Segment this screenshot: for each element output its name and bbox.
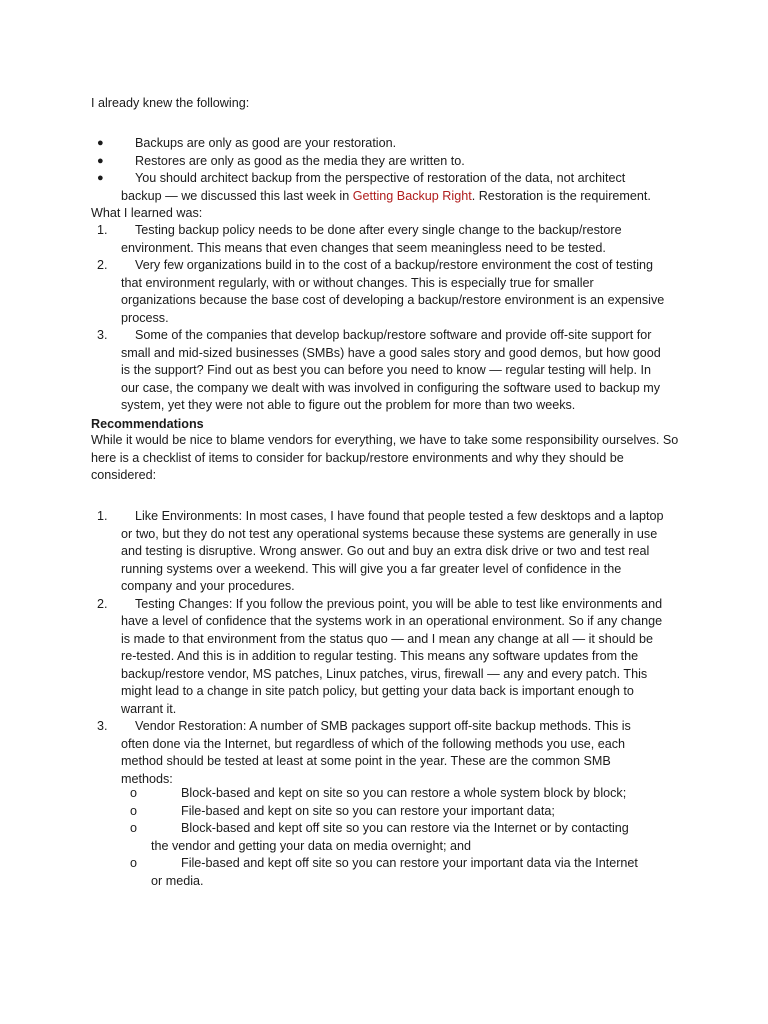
list-item-text: small and mid-sized businesses (SMBs) have a good sales story and good demos, but how good <box>121 345 661 360</box>
learned-heading: What I learned was: <box>91 206 203 220</box>
list-item <box>91 222 691 257</box>
list-number: 2. <box>97 596 108 611</box>
list-item-text: and testing is disruptive. Wrong answer. Go out and buy an extra disk drive or two and test real <box>121 544 650 558</box>
list-item-text: File-based and kept off site so you can restore your important data via the Internet <box>181 856 638 870</box>
list-item: ● You should architect backup from the perspective of restoration of the data, not architect backup — we discussed this last week in Getting Backup Right. Restoration is the requirement. <box>97 171 651 203</box>
list-item-text: process. <box>121 310 169 325</box>
paragraph-line: considered: <box>91 468 157 482</box>
list-item <box>91 508 691 596</box>
list-item-text: our case, the company we dealt with was involved in configuring the software used to backup my <box>121 380 661 395</box>
circle-bullet-icon: o <box>130 803 138 818</box>
list-item-text: methods: <box>121 771 173 786</box>
list-number: 3. <box>97 719 108 733</box>
list-item-text: is the support? Find out as best you can before you need to know — regular testing will help. In <box>121 363 651 377</box>
recommendations-intro <box>91 432 681 485</box>
list-item-text: or media. <box>151 873 204 888</box>
list-number: 2. <box>97 258 108 272</box>
learned-numbered-list <box>91 222 691 415</box>
list-item-text: Like Environments: In most cases, I have found that people tested a few desktops and a laptop <box>135 509 664 523</box>
list-item-text: running systems over a weekend. This will give you a far greater level of confidence in the <box>121 561 622 576</box>
list-item-text: Block-based and kept on site so you can restore a whole system block by block; <box>181 786 627 800</box>
list-item-text: Testing backup policy needs to be done after every single change to the backup/restore <box>135 223 622 237</box>
known-bullet-list <box>91 135 691 205</box>
list-item-text: Very few organizations build in to the cost of a backup/restore environment the cost of testing <box>135 258 654 272</box>
list-item <box>91 718 691 788</box>
list-item-text: Vendor Restoration: A number of SMB packages support off-site backup methods. This is <box>135 719 631 733</box>
list-item <box>91 257 691 327</box>
recommendations-numbered-list <box>91 508 691 788</box>
smb-methods-list <box>91 785 691 890</box>
list-item-text: might lead to a change in site patch policy, but getting your data back is important enough to <box>121 684 634 698</box>
bullet-icon: ● <box>97 154 104 167</box>
list-number: 1. <box>97 509 108 523</box>
list-item <box>91 855 691 890</box>
list-item-text: is made to that environment from the status quo — and I mean any change at all — it should be <box>121 631 654 646</box>
list-number: 3. <box>97 328 108 342</box>
list-item <box>91 785 691 803</box>
list-item: ● Restores are only as good as the media they are written to. <box>91 153 691 171</box>
list-number: 1. <box>97 223 108 237</box>
list-item <box>91 596 691 719</box>
paragraph-line: here is a checklist of items to consider for backup/restore environments and why they should be <box>91 450 624 465</box>
recommendations-heading: Recommendations <box>91 417 204 431</box>
list-item-text: often done via the Internet, but regardless of which of the following methods you use, each <box>121 736 626 751</box>
list-item-text: have a level of confidence that the systems work in an operational environment. So if any change <box>121 614 663 628</box>
getting-backup-right-link[interactable]: Getting Backup Right <box>352 188 472 203</box>
list-item <box>91 820 691 855</box>
paragraph-line: While it would be nice to blame vendors for everything, we have to take some responsibility ourselves. So <box>91 433 679 447</box>
list-item <box>91 327 691 415</box>
list-item-text: warrant it. <box>121 701 177 716</box>
list-item-text: File-based and kept on site so you can restore your important data; <box>181 803 555 818</box>
circle-bullet-icon: o <box>130 786 138 800</box>
list-item-text: Some of the companies that develop backup/restore software and provide off-site support for <box>135 328 652 342</box>
list-item-text: or two, but they do not test any operational systems because these systems are generally in use <box>121 526 658 541</box>
bullet-icon: ● <box>97 137 104 149</box>
list-item-text: method should be tested at least at some point in the year. These are the common SMB <box>121 754 611 768</box>
list-item-text: that environment regularly, with or without changes. This is especially true for smaller <box>121 275 594 290</box>
list-item-text: company and your procedures. <box>121 579 295 593</box>
list-item-text: re-tested. And this is in addition to regular testing. This means any software updates from the <box>121 649 639 663</box>
intro-text: I already knew the following: <box>91 96 250 110</box>
list-item-text: organizations because the base cost of developing a backup/restore environment is an expensive <box>121 293 665 307</box>
circle-bullet-icon: o <box>130 856 138 870</box>
list-item-text: environment. This means that even changes that seem meaningless need to be tested. <box>121 240 606 255</box>
list-item-text: Block-based and kept off site so you can restore via the Internet or by contacting <box>181 821 629 835</box>
list-item: ● Backups are only as good are your restoration. <box>91 135 691 153</box>
list-item-text: the vendor and getting your data on media overnight; and <box>151 838 471 853</box>
list-item-text: backup/restore vendor, MS patches, Linux patches, virus, firewall — any and every patch. This <box>121 666 648 681</box>
list-item <box>91 803 691 821</box>
list-item-text: Testing Changes: If you follow the previous point, you will be able to test like environments and <box>135 596 663 611</box>
list-item-text: system, yet they were not able to figure out the problem for more than two weeks. <box>121 398 576 412</box>
bullet-icon: ● <box>97 172 104 184</box>
circle-bullet-icon: o <box>130 821 138 835</box>
